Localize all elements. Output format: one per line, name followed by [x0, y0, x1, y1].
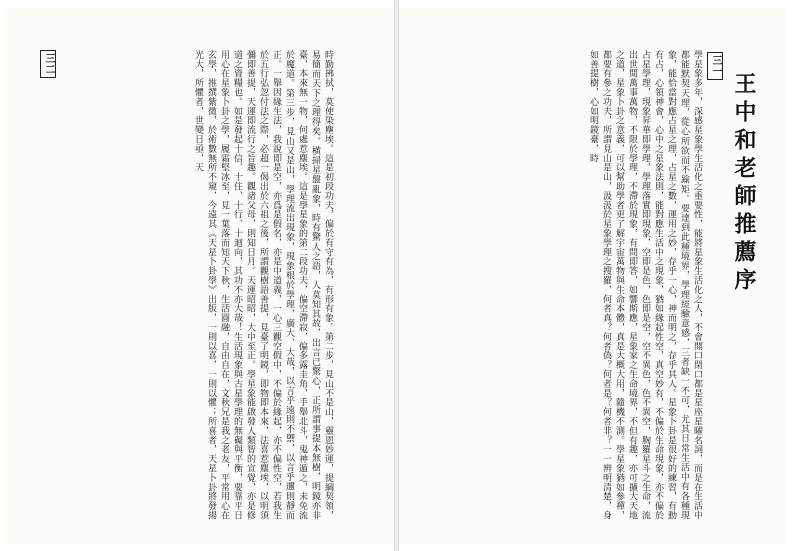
page-number-left: 三二 [40, 50, 56, 78]
right-body-text: 學星象多年，深感星象學生活化之重要性，能將星象生活化之人，不會開口閉口都是星座星曜名詞，而是在生活中都能默契天理，從心所欲而不踰矩。要達到此種境界，學理經驗意感，三者缺一不可，尤其日常生活中有各種現象，能恰當對應占星之理，占星之數，運用之妙，存乎一心，神而明之，存乎其人。星象卜卦是很好的練習，有動有占，心領神會，心中之星象法則，能對應生活中之現象，猶如緣起性空，真空妙有，不偏於生命現象，亦不偏於占星學理，現象昇華即學理，學理落實即現象，空即是色，色即是空，空不異色，色不異空，胸羅星斗之生命，流出世間萬事萬物，不限於學理，不滯於現象，有問即答，如響斯應，星象家之生命境界，不但有趣，亦可擴大天地之道，星象卜卦之意義，可以幫助學者更了解宇宙萬物與生命本體，真是大概大用，隨機不測。學星象猶如參禪，都要有參之功夫，所謂見山是山，汲汲於星象學理之搜羅，何者真？何者偽？何者是？何者非？一一辨明清楚，身如善提樹，心如明鏡臺，時 [588, 50, 702, 520]
left-body-text: 時勤拂拭，莫使染塵埃。這是初段功夫，偏於有守有為，有形有象。第二步，見山不是山，靈恩妙運，提綱契領，易簡而天下之理得矣。横掃星盤亂象，時有驚人之語，人莫知其故，出言已驚心，正所謂事提本無樹，明鏡亦非臺，本來無一物，何處惹塵埃。這是學星象的第二段功夫，偏空滯寂，偏多露圭角，手舉北斗，鬼神遁之，未免流於魔道。第三步，見山又是山，學理流出現象，現象根於學理，廣大、大哉，以言乎遠則不禦，以言乎邇則靜而正。一舉因緣生法，我說即是空，亦爲是假名，亦是中道義，一心三觀空假中，不偏於緣起，亦不偏性空，若我生於五行弘忽付法之際，必超一偈出於六祖之後，所謂觀樹語善提，見臺了明鏡，即物即本來，法喜惹塵埃，以明須彌即善提，天運即流行之旨趣。觀諸父母，則知日月。天運昭昭，大中至正。學星象能啟發人類智的宣覺，亦是修道之資糧也。如是發起十信、十住、十行、十迴向，其功不亦大哉！生活現象與古星學理的無礙與平衡，要靠平日用心在星象卜卦之學，履霜堅冰至，見一葉落而知天下秋，生活圓融，自由自在，文秋兄是我之老友，平常用心在玄學，推撰紫微，於術數無所不窺，今遠其《天星卜卦學》出版，一則以喜，一則以懼；所喜者，天星卜卦將發揚光大，所懼者，世變日亟，天 [193, 50, 333, 520]
left-page [6, 8, 394, 544]
preface-title: 王中和老師推薦序 [731, 72, 757, 296]
page-number-right: 三一 [707, 52, 723, 80]
right-page [399, 8, 787, 544]
